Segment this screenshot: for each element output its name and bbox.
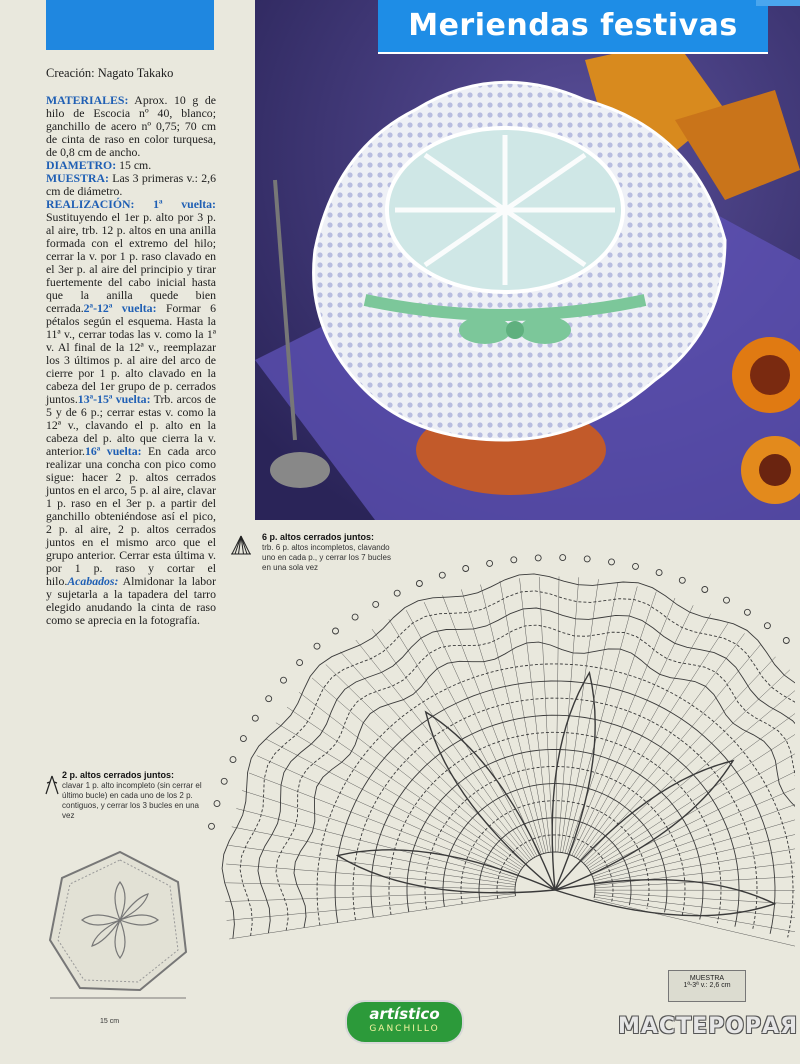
sample-box-title: MUESTRA: [689, 975, 725, 982]
text-round-13-15: Trb. arcos de 5 y de 6 p.; cerrar estas v. como la 12ª v., clavando el p. alto en la cabeza del p. alto que cierra la v. anterior.: [46, 392, 216, 458]
text-round-1: Sustituyendo el 1er p. alto por 3 p. al aire, trb. 12 p. altos en una anilla formada con el extremo del hilo; cerrar la v. por 1 p. raso clavado en el 3er p. al aire del principio y tirar fuertemente del cabo inicial hasta que la anilla quede bien cerrada.: [46, 210, 216, 315]
label-sample: MUESTRA:: [46, 171, 109, 185]
text-sample: Las 3 primeras v.: 2,6 cm de diámetro.: [46, 171, 216, 198]
page-title: Meriendas festivas: [408, 8, 738, 43]
text-materials: Aprox. 10 g de hilo de Escocia nº 40, blanco; ganchillo de acero nº 0,75; 70 cm de cinta de raso en color turquesa, de 0,8 cm de ancho.: [46, 93, 216, 159]
paragraph-round-1: [46, 198, 216, 627]
magazine-logo: [345, 1000, 464, 1044]
label-round-16: 16ª vuelta:: [84, 444, 142, 458]
title-banner: [378, 0, 768, 54]
photo-illustration: [255, 0, 800, 520]
legend-two-text: clavar 1 p. alto incompleto (sin cerrar el último bucle) en cada uno de los 2 p. contiguos, y cerrar los 3 bucles en una vez: [62, 781, 202, 820]
legend-two-title: 2 p. altos cerrados juntos:: [62, 770, 175, 780]
label-materials: MATERIALES:: [46, 93, 129, 107]
label-finishing: Acabados:: [67, 574, 119, 588]
instructions-text: [46, 94, 216, 627]
text-round-16: En cada arco realizar una concha con pico como sigue: hacer 2 p. altos cerrados juntos en el arco, 5 p. al aire, clavar 1 p. raso en el 3er p. a partir del ganchillo obteniéndose así el pico, 2 p. al aire, 2 p. altos cerrados juntos en el mismo arco que el grupo anterior. Cerrar esta última v. por 1 p. raso y cortar el hilo.: [46, 444, 216, 588]
author-credit: Creación: Nagato Takako: [46, 66, 174, 80]
two-stitch-cluster-icon: [44, 774, 60, 796]
label-round-2-12: 2ª-12ª vuelta:: [83, 301, 157, 315]
text-diameter: 15 cm.: [116, 158, 152, 172]
label-round-1: REALIZACIÓN: 1ª vuelta:: [46, 197, 216, 211]
legend-six-text: trb. 6 p. altos incompletos, clavando uno en cada p., y cerrar los 7 bucles en una sola vez: [262, 543, 391, 572]
legend-two-stitch: [62, 770, 202, 821]
watermark: МАСТЕРОРАЯ: [618, 1014, 799, 1039]
chart-lines: [209, 555, 796, 965]
text-finishing: Almidonar la labor y sujetarla a la tapadera del tarro elegido anudando la cinta de raso como se aprecia en la fotografía.: [46, 574, 216, 627]
paragraph-materials: [46, 94, 216, 159]
paragraph-sample: [46, 172, 216, 198]
logo-line-1: artístico: [369, 1005, 440, 1023]
sample-gauge-box: [668, 970, 746, 1002]
mini-doily-diagram: [40, 840, 200, 1005]
label-round-13-15: 13ª-15ª vuelta:: [77, 392, 151, 406]
header-color-tab: [46, 0, 214, 50]
sample-box-value: 1ª-3ª v.: 2,6 cm: [683, 982, 731, 989]
label-diameter: DIAMETRO:: [46, 158, 117, 172]
legend-six-title: 6 p. altos cerrados juntos:: [262, 532, 375, 542]
doily-jar-photo: [255, 0, 800, 520]
title-banner-strip: [756, 0, 800, 6]
text-round-2-12: Formar 6 pétalos según el esquema. Hasta la 11ª v., cerrar todas las v. como la 1ª v. Al final de la 12ª v., reemplazar los 3 últimos p. al aire del arco de cierre por 1 p. alto clavado en la cabeza del 1er grupo de p. cerrados juntos.: [46, 301, 216, 406]
diameter-label: 15 cm: [100, 1018, 120, 1025]
crochet-stitch-chart: [205, 520, 795, 1000]
logo-line-2: GANCHILLO: [369, 1024, 440, 1034]
